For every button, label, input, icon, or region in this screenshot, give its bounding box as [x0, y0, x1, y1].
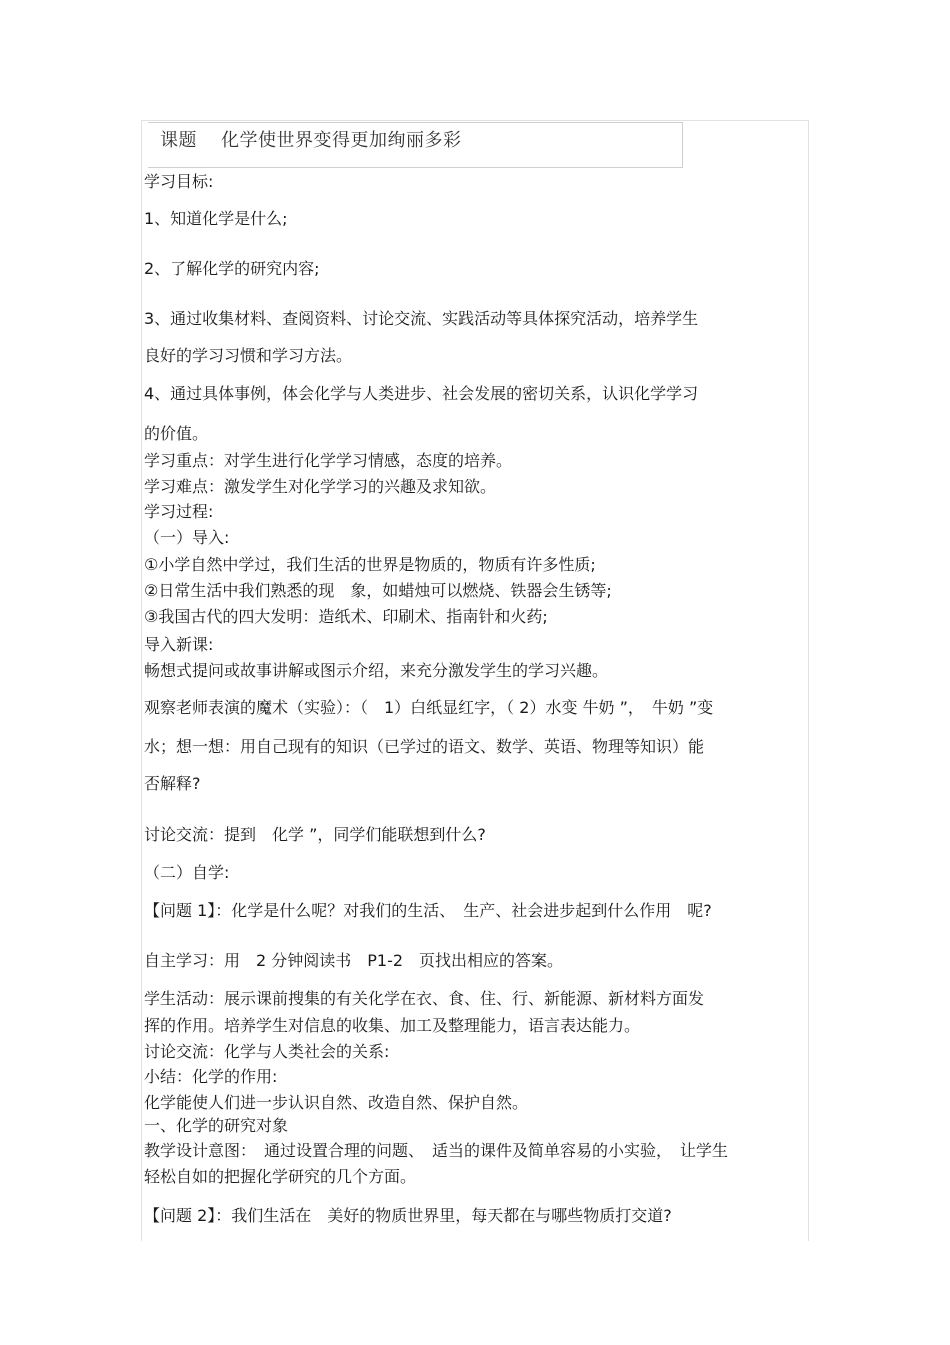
question-2: 【问题 2】：我们生活在 美好的物质世界里，每天都在与哪些物质打交道? — [144, 1206, 672, 1225]
objective-3-line-2: 良好的学习习惯和学习方法。 — [144, 346, 353, 365]
intro-item-1: ①小学自然中学过，我们生活的世界是物质的，物质有许多性质; — [144, 555, 596, 574]
objective-4-line-2: 的价值。 — [144, 424, 209, 443]
title-label: 课题 — [160, 130, 197, 151]
new-lesson-text: 畅想式提问或故事讲解或图示介绍，来充分激发学生的学习兴趣。 — [144, 661, 609, 680]
discussion-1: 讨论交流：提到 化学 ”，同学们能联想到什么? — [144, 825, 486, 844]
objective-2: 2、了解化学的研究内容; — [144, 259, 320, 278]
research-object-heading: 一、化学的研究对象 — [144, 1116, 289, 1135]
lesson-title — [160, 126, 462, 152]
magic-line-2: 水；想一想：用自己现有的知识（已学过的语文、数学、英语、物理等知识）能 — [144, 737, 705, 756]
intro-item-2: ②日常生活中我们熟悉的现 象，如蜡烛可以燃烧、铁器会生锈等; — [144, 581, 612, 600]
design-intent-line-2: 轻松自如的把握化学研究的几个方面。 — [144, 1167, 417, 1186]
objective-4-line-1: 4、通过具体事例，体会化学与人类进步、社会发展的密切关系，认识化学学习 — [144, 384, 699, 403]
objective-3-line-1: 3、通过收集材料、查阅资料、讨论交流、实践活动等具体探究活动，培养学生 — [144, 309, 699, 328]
design-intent-line-1: 教学设计意图： 通过设置合理的问题、 适当的课件及简单容易的小实验， 让学生 — [144, 1141, 729, 1160]
student-activity-line-1: 学生活动：展示课前搜集的有关化学在衣、食、住、行、新能源、新材料方面发 — [144, 989, 705, 1008]
process-heading: 学习过程: — [144, 502, 214, 521]
section-self-study-heading: （二）自学: — [144, 863, 230, 882]
student-activity-line-2: 挥的作用。培养学生对信息的收集、加工及整理能力，语言表达能力。 — [144, 1016, 641, 1035]
objective-1: 1、知道化学是什么; — [144, 209, 288, 228]
question-1: 【问题 1】：化学是什么呢？对我们的生活、 生产、社会进步起到什么作用 呢? — [144, 901, 712, 920]
new-lesson-heading: 导入新课: — [144, 635, 214, 654]
title-text: 化学使世界变得更加绚丽多彩 — [221, 130, 462, 151]
summary-heading: 小结：化学的作用: — [144, 1067, 278, 1086]
intro-item-3: ③我国古代的四大发明：造纸术、印刷术、指南针和火药; — [144, 607, 548, 626]
objectives-heading: 学习目标: — [144, 172, 214, 191]
magic-line-1: 观察老师表演的魔术（实验）：（ 1）白纸显红字，（ 2）水变 牛奶 ”， 牛奶 ”变 — [144, 698, 714, 717]
difficult-point: 学习难点：激发学生对化学学习的兴趣及求知欲。 — [144, 477, 497, 496]
section-intro-heading: （一）导入: — [144, 528, 230, 547]
self-study-text: 自主学习：用 2 分钟阅读书 P1-2 页找出相应的答案。 — [144, 951, 564, 970]
key-point: 学习重点：对学生进行化学学习情感，态度的培养。 — [144, 451, 513, 470]
summary-text: 化学能使人们进一步认识自然、改造自然、保护自然。 — [144, 1093, 529, 1112]
magic-line-3: 否解释? — [144, 774, 201, 793]
discussion-2: 讨论交流：化学与人类社会的关系: — [144, 1042, 390, 1061]
